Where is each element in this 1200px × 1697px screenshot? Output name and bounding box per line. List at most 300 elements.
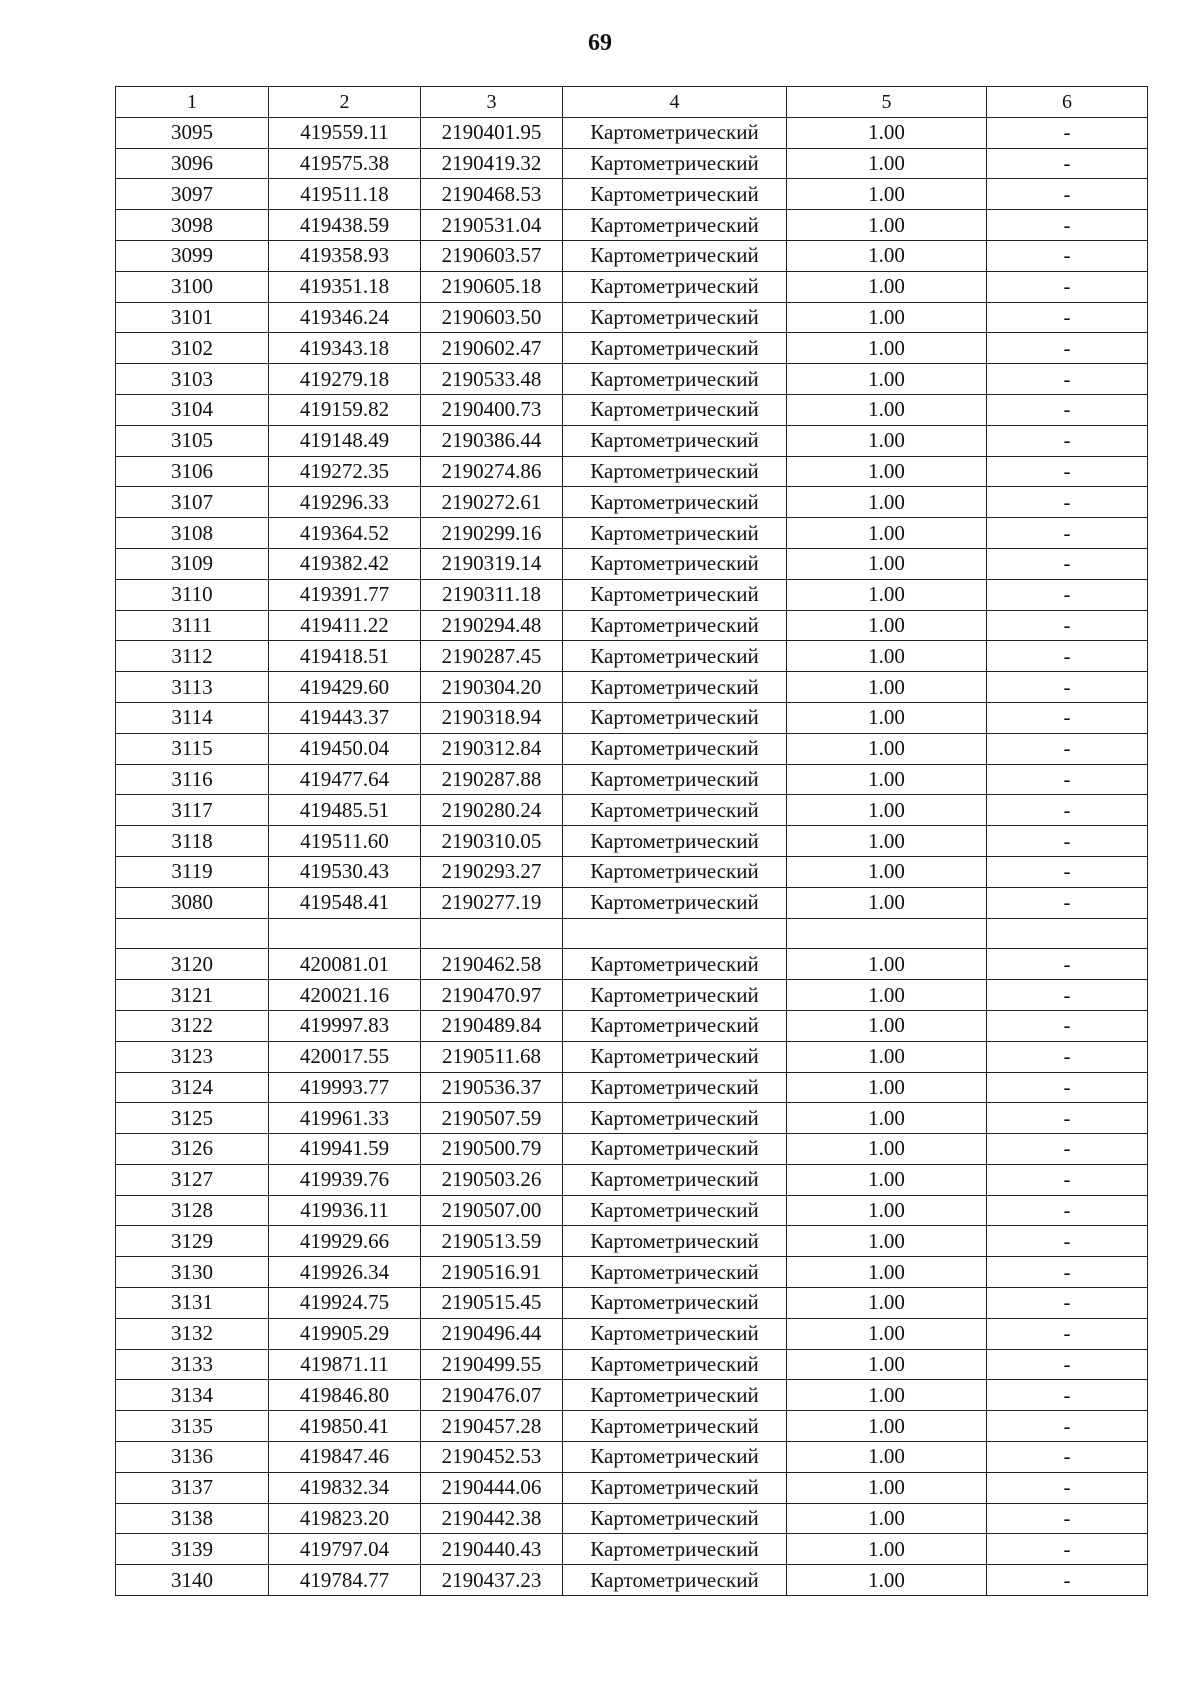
method-cell: Картометрический [563, 1442, 787, 1473]
method-cell: Картометрический [563, 148, 787, 179]
y-coordinate-cell: 2190507.00 [421, 1195, 563, 1226]
table-row [116, 364, 1148, 395]
y-coordinate-cell: 2190499.55 [421, 1349, 563, 1380]
accuracy-cell: 1.00 [787, 425, 987, 456]
note-cell: - [987, 1226, 1148, 1257]
accuracy-cell [787, 918, 987, 949]
point-number-cell: 3098 [116, 210, 269, 241]
point-number-cell: 3109 [116, 548, 269, 579]
method-cell: Картометрический [563, 1349, 787, 1380]
method-cell: Картометрический [563, 1318, 787, 1349]
y-coordinate-cell: 2190280.24 [421, 795, 563, 826]
method-cell: Картометрический [563, 733, 787, 764]
table-row [116, 856, 1148, 887]
method-cell: Картометрический [563, 1503, 787, 1534]
accuracy-cell: 1.00 [787, 271, 987, 302]
y-coordinate-cell: 2190277.19 [421, 887, 563, 918]
method-cell: Картометрический [563, 1472, 787, 1503]
point-number-cell: 3099 [116, 240, 269, 271]
x-coordinate-cell: 419351.18 [269, 271, 421, 302]
table-row [116, 1472, 1148, 1503]
column-header: 4 [563, 87, 787, 118]
x-coordinate-cell: 419343.18 [269, 333, 421, 364]
y-coordinate-cell: 2190531.04 [421, 210, 563, 241]
point-number-cell: 3125 [116, 1103, 269, 1134]
accuracy-cell: 1.00 [787, 1257, 987, 1288]
x-coordinate-cell: 419438.59 [269, 210, 421, 241]
y-coordinate-cell: 2190602.47 [421, 333, 563, 364]
point-number-cell: 3097 [116, 179, 269, 210]
point-number-cell: 3120 [116, 949, 269, 980]
accuracy-cell: 1.00 [787, 1411, 987, 1442]
note-cell: - [987, 302, 1148, 333]
y-coordinate-cell: 2190272.61 [421, 487, 563, 518]
point-number-cell: 3139 [116, 1534, 269, 1565]
method-cell: Картометрический [563, 641, 787, 672]
accuracy-cell: 1.00 [787, 1318, 987, 1349]
x-coordinate-cell: 419346.24 [269, 302, 421, 333]
x-coordinate-cell: 419418.51 [269, 641, 421, 672]
note-cell: - [987, 579, 1148, 610]
y-coordinate-cell: 2190489.84 [421, 1010, 563, 1041]
accuracy-cell: 1.00 [787, 148, 987, 179]
note-cell: - [987, 672, 1148, 703]
table-row [116, 702, 1148, 733]
x-coordinate-cell: 419832.34 [269, 1472, 421, 1503]
y-coordinate-cell: 2190311.18 [421, 579, 563, 610]
note-cell: - [987, 271, 1148, 302]
note-cell: - [987, 487, 1148, 518]
point-number-cell: 3129 [116, 1226, 269, 1257]
y-coordinate-cell: 2190536.37 [421, 1072, 563, 1103]
method-cell: Картометрический [563, 764, 787, 795]
accuracy-cell: 1.00 [787, 980, 987, 1011]
point-number-cell: 3137 [116, 1472, 269, 1503]
note-cell: - [987, 210, 1148, 241]
table-row [116, 1442, 1148, 1473]
method-cell: Картометрический [563, 887, 787, 918]
y-coordinate-cell: 2190503.26 [421, 1164, 563, 1195]
note-cell: - [987, 240, 1148, 271]
x-coordinate-cell: 419511.60 [269, 826, 421, 857]
note-cell: - [987, 702, 1148, 733]
accuracy-cell: 1.00 [787, 1103, 987, 1134]
table-header-row [116, 87, 1148, 118]
x-coordinate-cell: 419850.41 [269, 1411, 421, 1442]
accuracy-cell: 1.00 [787, 672, 987, 703]
note-cell: - [987, 1103, 1148, 1134]
table-row [116, 1503, 1148, 1534]
point-number-cell: 3117 [116, 795, 269, 826]
method-cell: Картометрический [563, 425, 787, 456]
table-row [116, 579, 1148, 610]
method-cell: Картометрический [563, 702, 787, 733]
y-coordinate-cell: 2190462.58 [421, 949, 563, 980]
x-coordinate-cell: 419961.33 [269, 1103, 421, 1134]
note-cell: - [987, 1565, 1148, 1596]
x-coordinate-cell: 419296.33 [269, 487, 421, 518]
method-cell: Картометрический [563, 1041, 787, 1072]
accuracy-cell: 1.00 [787, 733, 987, 764]
accuracy-cell: 1.00 [787, 1288, 987, 1319]
table-row [116, 333, 1148, 364]
column-header: 2 [269, 87, 421, 118]
accuracy-cell: 1.00 [787, 333, 987, 364]
x-coordinate-cell [269, 918, 421, 949]
y-coordinate-cell: 2190440.43 [421, 1534, 563, 1565]
table-row [116, 394, 1148, 425]
table-row [116, 240, 1148, 271]
accuracy-cell: 1.00 [787, 1226, 987, 1257]
point-number-cell: 3131 [116, 1288, 269, 1319]
note-cell: - [987, 887, 1148, 918]
y-coordinate-cell: 2190293.27 [421, 856, 563, 887]
x-coordinate-cell: 419575.38 [269, 148, 421, 179]
y-coordinate-cell: 2190513.59 [421, 1226, 563, 1257]
table-row [116, 949, 1148, 980]
accuracy-cell: 1.00 [787, 1565, 987, 1596]
point-number-cell: 3121 [116, 980, 269, 1011]
method-cell: Картометрический [563, 271, 787, 302]
method-cell: Картометрический [563, 1195, 787, 1226]
y-coordinate-cell: 2190287.45 [421, 641, 563, 672]
note-cell: - [987, 1503, 1148, 1534]
point-number-cell: 3111 [116, 610, 269, 641]
accuracy-cell: 1.00 [787, 579, 987, 610]
method-cell: Картометрический [563, 1226, 787, 1257]
table-row [116, 1134, 1148, 1165]
note-cell: - [987, 1534, 1148, 1565]
note-cell: - [987, 1288, 1148, 1319]
method-cell: Картометрический [563, 1534, 787, 1565]
method-cell: Картометрический [563, 826, 787, 857]
y-coordinate-cell: 2190419.32 [421, 148, 563, 179]
method-cell: Картометрический [563, 518, 787, 549]
note-cell: - [987, 1318, 1148, 1349]
point-number-cell: 3105 [116, 425, 269, 456]
point-number-cell: 3123 [116, 1041, 269, 1072]
x-coordinate-cell: 419905.29 [269, 1318, 421, 1349]
x-coordinate-cell: 420081.01 [269, 949, 421, 980]
accuracy-cell: 1.00 [787, 394, 987, 425]
x-coordinate-cell: 419485.51 [269, 795, 421, 826]
method-cell: Картометрический [563, 210, 787, 241]
table-row [116, 456, 1148, 487]
page-number: 69 [588, 30, 612, 56]
point-number-cell: 3136 [116, 1442, 269, 1473]
point-number-cell: 3127 [116, 1164, 269, 1195]
note-cell: - [987, 641, 1148, 672]
note-cell: - [987, 795, 1148, 826]
y-coordinate-cell: 2190476.07 [421, 1380, 563, 1411]
method-cell: Картометрический [563, 456, 787, 487]
point-number-cell: 3130 [116, 1257, 269, 1288]
x-coordinate-cell: 419993.77 [269, 1072, 421, 1103]
note-cell: - [987, 1195, 1148, 1226]
table-row [116, 1257, 1148, 1288]
table-row [116, 1072, 1148, 1103]
accuracy-cell: 1.00 [787, 1134, 987, 1165]
point-number-cell: 3080 [116, 887, 269, 918]
table-row [116, 1103, 1148, 1134]
x-coordinate-cell: 419279.18 [269, 364, 421, 395]
y-coordinate-cell: 2190444.06 [421, 1472, 563, 1503]
table-row [116, 148, 1148, 179]
accuracy-cell: 1.00 [787, 548, 987, 579]
y-coordinate-cell: 2190437.23 [421, 1565, 563, 1596]
x-coordinate-cell: 419847.46 [269, 1442, 421, 1473]
y-coordinate-cell: 2190457.28 [421, 1411, 563, 1442]
table-row [116, 1041, 1148, 1072]
y-coordinate-cell: 2190318.94 [421, 702, 563, 733]
method-cell: Картометрический [563, 1134, 787, 1165]
y-coordinate-cell: 2190515.45 [421, 1288, 563, 1319]
y-coordinate-cell: 2190507.59 [421, 1103, 563, 1134]
point-number-cell: 3114 [116, 702, 269, 733]
x-coordinate-cell: 419530.43 [269, 856, 421, 887]
table-row [116, 826, 1148, 857]
point-number-cell: 3102 [116, 333, 269, 364]
method-cell: Картометрический [563, 1257, 787, 1288]
note-cell: - [987, 1134, 1148, 1165]
accuracy-cell: 1.00 [787, 1534, 987, 1565]
y-coordinate-cell: 2190452.53 [421, 1442, 563, 1473]
method-cell: Картометрический [563, 487, 787, 518]
x-coordinate-cell: 419823.20 [269, 1503, 421, 1534]
table-row [116, 1318, 1148, 1349]
point-number-cell: 3112 [116, 641, 269, 672]
x-coordinate-cell: 419559.11 [269, 117, 421, 148]
note-cell: - [987, 949, 1148, 980]
method-cell: Картометрический [563, 579, 787, 610]
method-cell: Картометрический [563, 1164, 787, 1195]
y-coordinate-cell: 2190386.44 [421, 425, 563, 456]
note-cell: - [987, 1411, 1148, 1442]
y-coordinate-cell: 2190319.14 [421, 548, 563, 579]
method-cell: Картометрический [563, 240, 787, 271]
y-coordinate-cell: 2190470.97 [421, 980, 563, 1011]
point-number-cell: 3100 [116, 271, 269, 302]
x-coordinate-cell: 419941.59 [269, 1134, 421, 1165]
note-cell: - [987, 1380, 1148, 1411]
point-number-cell: 3126 [116, 1134, 269, 1165]
x-coordinate-cell: 419272.35 [269, 456, 421, 487]
table-row [116, 918, 1148, 949]
method-cell: Картометрический [563, 1411, 787, 1442]
accuracy-cell: 1.00 [787, 1380, 987, 1411]
accuracy-cell: 1.00 [787, 117, 987, 148]
note-cell: - [987, 333, 1148, 364]
point-number-cell: 3134 [116, 1380, 269, 1411]
x-coordinate-cell: 419364.52 [269, 518, 421, 549]
point-number-cell: 3135 [116, 1411, 269, 1442]
method-cell: Картометрический [563, 1103, 787, 1134]
x-coordinate-cell: 419997.83 [269, 1010, 421, 1041]
method-cell: Картометрический [563, 548, 787, 579]
note-cell: - [987, 1072, 1148, 1103]
x-coordinate-cell: 419924.75 [269, 1288, 421, 1319]
x-coordinate-cell: 419846.80 [269, 1380, 421, 1411]
note-cell: - [987, 364, 1148, 395]
method-cell: Картометрический [563, 1380, 787, 1411]
column-header: 1 [116, 87, 269, 118]
y-coordinate-cell: 2190603.57 [421, 240, 563, 271]
y-coordinate-cell: 2190516.91 [421, 1257, 563, 1288]
accuracy-cell: 1.00 [787, 1503, 987, 1534]
method-cell: Картометрический [563, 1288, 787, 1319]
point-number-cell: 3138 [116, 1503, 269, 1534]
table-row [116, 179, 1148, 210]
table-row [116, 302, 1148, 333]
point-number-cell: 3104 [116, 394, 269, 425]
accuracy-cell: 1.00 [787, 949, 987, 980]
note-cell: - [987, 1164, 1148, 1195]
accuracy-cell: 1.00 [787, 826, 987, 857]
point-number-cell: 3108 [116, 518, 269, 549]
x-coordinate-cell: 419358.93 [269, 240, 421, 271]
accuracy-cell: 1.00 [787, 518, 987, 549]
point-number-cell: 3095 [116, 117, 269, 148]
point-number-cell: 3119 [116, 856, 269, 887]
x-coordinate-cell: 419411.22 [269, 610, 421, 641]
y-coordinate-cell: 2190294.48 [421, 610, 563, 641]
table-row [116, 1411, 1148, 1442]
note-cell: - [987, 856, 1148, 887]
method-cell: Картометрический [563, 179, 787, 210]
y-coordinate-cell: 2190310.05 [421, 826, 563, 857]
y-coordinate-cell: 2190442.38 [421, 1503, 563, 1534]
column-header: 3 [421, 87, 563, 118]
point-number-cell: 3110 [116, 579, 269, 610]
x-coordinate-cell: 420017.55 [269, 1041, 421, 1072]
accuracy-cell: 1.00 [787, 795, 987, 826]
table-row [116, 733, 1148, 764]
y-coordinate-cell: 2190468.53 [421, 179, 563, 210]
y-coordinate-cell: 2190401.95 [421, 117, 563, 148]
accuracy-cell: 1.00 [787, 610, 987, 641]
note-cell: - [987, 1257, 1148, 1288]
table-row [116, 672, 1148, 703]
table-row [116, 1288, 1148, 1319]
point-number-cell [116, 918, 269, 949]
x-coordinate-cell: 419784.77 [269, 1565, 421, 1596]
point-number-cell: 3132 [116, 1318, 269, 1349]
table-row [116, 1534, 1148, 1565]
note-cell: - [987, 1349, 1148, 1380]
y-coordinate-cell: 2190533.48 [421, 364, 563, 395]
method-cell: Картометрический [563, 117, 787, 148]
method-cell: Картометрический [563, 364, 787, 395]
table-row [116, 271, 1148, 302]
table-row [116, 425, 1148, 456]
note-cell: - [987, 425, 1148, 456]
note-cell: - [987, 826, 1148, 857]
method-cell: Картометрический [563, 795, 787, 826]
x-coordinate-cell: 420021.16 [269, 980, 421, 1011]
table-row [116, 610, 1148, 641]
table-row [116, 795, 1148, 826]
x-coordinate-cell: 419939.76 [269, 1164, 421, 1195]
x-coordinate-cell: 419929.66 [269, 1226, 421, 1257]
note-cell: - [987, 1010, 1148, 1041]
method-cell: Картометрический [563, 1010, 787, 1041]
y-coordinate-cell: 2190287.88 [421, 764, 563, 795]
table-row [116, 1164, 1148, 1195]
accuracy-cell: 1.00 [787, 1349, 987, 1380]
x-coordinate-cell: 419797.04 [269, 1534, 421, 1565]
point-number-cell: 3107 [116, 487, 269, 518]
table-row [116, 1195, 1148, 1226]
table-row [116, 1010, 1148, 1041]
x-coordinate-cell: 419159.82 [269, 394, 421, 425]
accuracy-cell: 1.00 [787, 887, 987, 918]
y-coordinate-cell: 2190496.44 [421, 1318, 563, 1349]
table-row [116, 117, 1148, 148]
note-cell: - [987, 148, 1148, 179]
table-row [116, 210, 1148, 241]
note-cell: - [987, 456, 1148, 487]
table-row [116, 1380, 1148, 1411]
x-coordinate-cell: 419391.77 [269, 579, 421, 610]
table-row [116, 1565, 1148, 1596]
x-coordinate-cell: 419926.34 [269, 1257, 421, 1288]
accuracy-cell: 1.00 [787, 1072, 987, 1103]
x-coordinate-cell: 419443.37 [269, 702, 421, 733]
note-cell: - [987, 179, 1148, 210]
y-coordinate-cell: 2190500.79 [421, 1134, 563, 1165]
table-row [116, 980, 1148, 1011]
accuracy-cell: 1.00 [787, 1472, 987, 1503]
point-number-cell: 3096 [116, 148, 269, 179]
x-coordinate-cell: 419148.49 [269, 425, 421, 456]
method-cell: Картометрический [563, 856, 787, 887]
x-coordinate-cell: 419477.64 [269, 764, 421, 795]
note-cell: - [987, 764, 1148, 795]
y-coordinate-cell: 2190511.68 [421, 1041, 563, 1072]
accuracy-cell: 1.00 [787, 1442, 987, 1473]
method-cell: Картометрический [563, 302, 787, 333]
note-cell: - [987, 980, 1148, 1011]
y-coordinate-cell: 2190605.18 [421, 271, 563, 302]
y-coordinate-cell: 2190400.73 [421, 394, 563, 425]
x-coordinate-cell: 419450.04 [269, 733, 421, 764]
method-cell: Картометрический [563, 610, 787, 641]
note-cell: - [987, 117, 1148, 148]
point-number-cell: 3116 [116, 764, 269, 795]
note-cell: - [987, 1472, 1148, 1503]
column-header: 5 [787, 87, 987, 118]
method-cell: Картометрический [563, 1072, 787, 1103]
accuracy-cell: 1.00 [787, 702, 987, 733]
note-cell: - [987, 733, 1148, 764]
x-coordinate-cell: 419382.42 [269, 548, 421, 579]
x-coordinate-cell: 419429.60 [269, 672, 421, 703]
method-cell: Картометрический [563, 394, 787, 425]
x-coordinate-cell: 419871.11 [269, 1349, 421, 1380]
x-coordinate-cell: 419548.41 [269, 887, 421, 918]
y-coordinate-cell: 2190603.50 [421, 302, 563, 333]
table-body [116, 117, 1148, 1595]
y-coordinate-cell: 2190299.16 [421, 518, 563, 549]
table-row [116, 487, 1148, 518]
note-cell: - [987, 610, 1148, 641]
accuracy-cell: 1.00 [787, 210, 987, 241]
accuracy-cell: 1.00 [787, 240, 987, 271]
method-cell [563, 918, 787, 949]
accuracy-cell: 1.00 [787, 1195, 987, 1226]
accuracy-cell: 1.00 [787, 302, 987, 333]
accuracy-cell: 1.00 [787, 1164, 987, 1195]
